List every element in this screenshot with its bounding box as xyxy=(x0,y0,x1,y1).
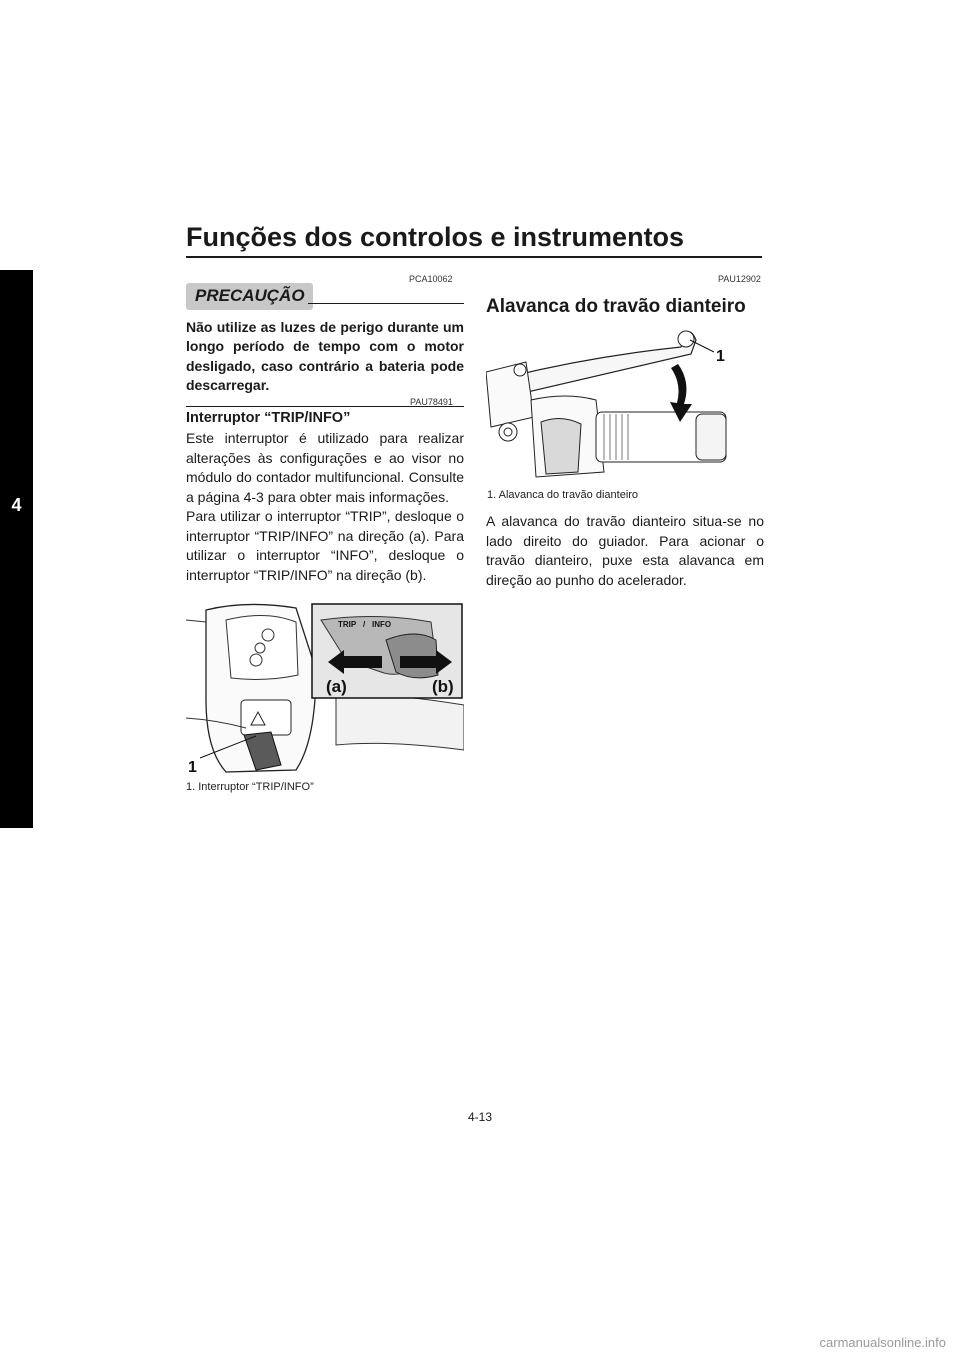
trip-info-paragraph-1: Este interruptor é utilizado para realizar alterações às configurações e ao visor no módulo do contador multifuncional. Consulte a página 4-3 para obter mais informações. xyxy=(186,430,464,505)
trip-info-code: PAU78491 xyxy=(410,397,453,407)
switch-label-info: INFO xyxy=(372,620,392,629)
title-rule xyxy=(186,256,762,258)
front-brake-heading: Alavanca do travão dianteiro xyxy=(486,296,746,317)
front-brake-callout: 1 xyxy=(716,348,725,365)
trip-info-figure xyxy=(186,600,464,778)
trip-info-text xyxy=(186,429,464,585)
trip-info-callout: 1 xyxy=(188,759,197,776)
trip-info-caption: 1. Interruptor “TRIP/INFO” xyxy=(186,781,314,793)
watermark: carmanualsonline.info xyxy=(819,1335,946,1350)
page-number: 4-13 xyxy=(467,1110,493,1124)
chapter-number: 4 xyxy=(11,495,22,515)
switch-label-sep: / xyxy=(363,620,366,629)
arrow-a-label: (a) xyxy=(326,677,347,696)
caution-code: PCA10062 xyxy=(409,274,453,284)
caution-rule xyxy=(308,303,464,304)
arrow-b-label: (b) xyxy=(432,677,454,696)
front-brake-caption: 1. Alavanca do travão dianteiro xyxy=(487,489,639,501)
switch-label-trip: TRIP xyxy=(338,620,357,629)
trip-info-paragraph-2: Para utilizar o interruptor “TRIP”, desloque o interruptor “TRIP/INFO” na direção (a). Para utilizar o interruptor “INFO”, desloque o interruptor “TRIP/INFO” na direção (b). xyxy=(186,508,464,583)
chapter-tab xyxy=(0,270,33,828)
front-brake-code: PAU12902 xyxy=(718,274,761,284)
trip-info-heading: Interruptor “TRIP/INFO” xyxy=(186,410,351,426)
caution-text: Não utilize as luzes de perigo durante um longo período de tempo com o motor desligado, caso contrário a bateria pode descarregar. xyxy=(186,319,464,394)
caution-heading: PRECAUÇÃO xyxy=(186,283,313,310)
caution-box xyxy=(186,283,464,407)
front-brake-figure xyxy=(486,322,764,482)
page-title: Funções dos controlos e instrumentos xyxy=(186,222,685,252)
front-brake-paragraph: A alavanca do travão dianteiro situa-se no lado direito do guiador. Para acionar o travão dianteiro, puxe esta alavanca em direção ao punho do acelerador. xyxy=(486,513,764,588)
